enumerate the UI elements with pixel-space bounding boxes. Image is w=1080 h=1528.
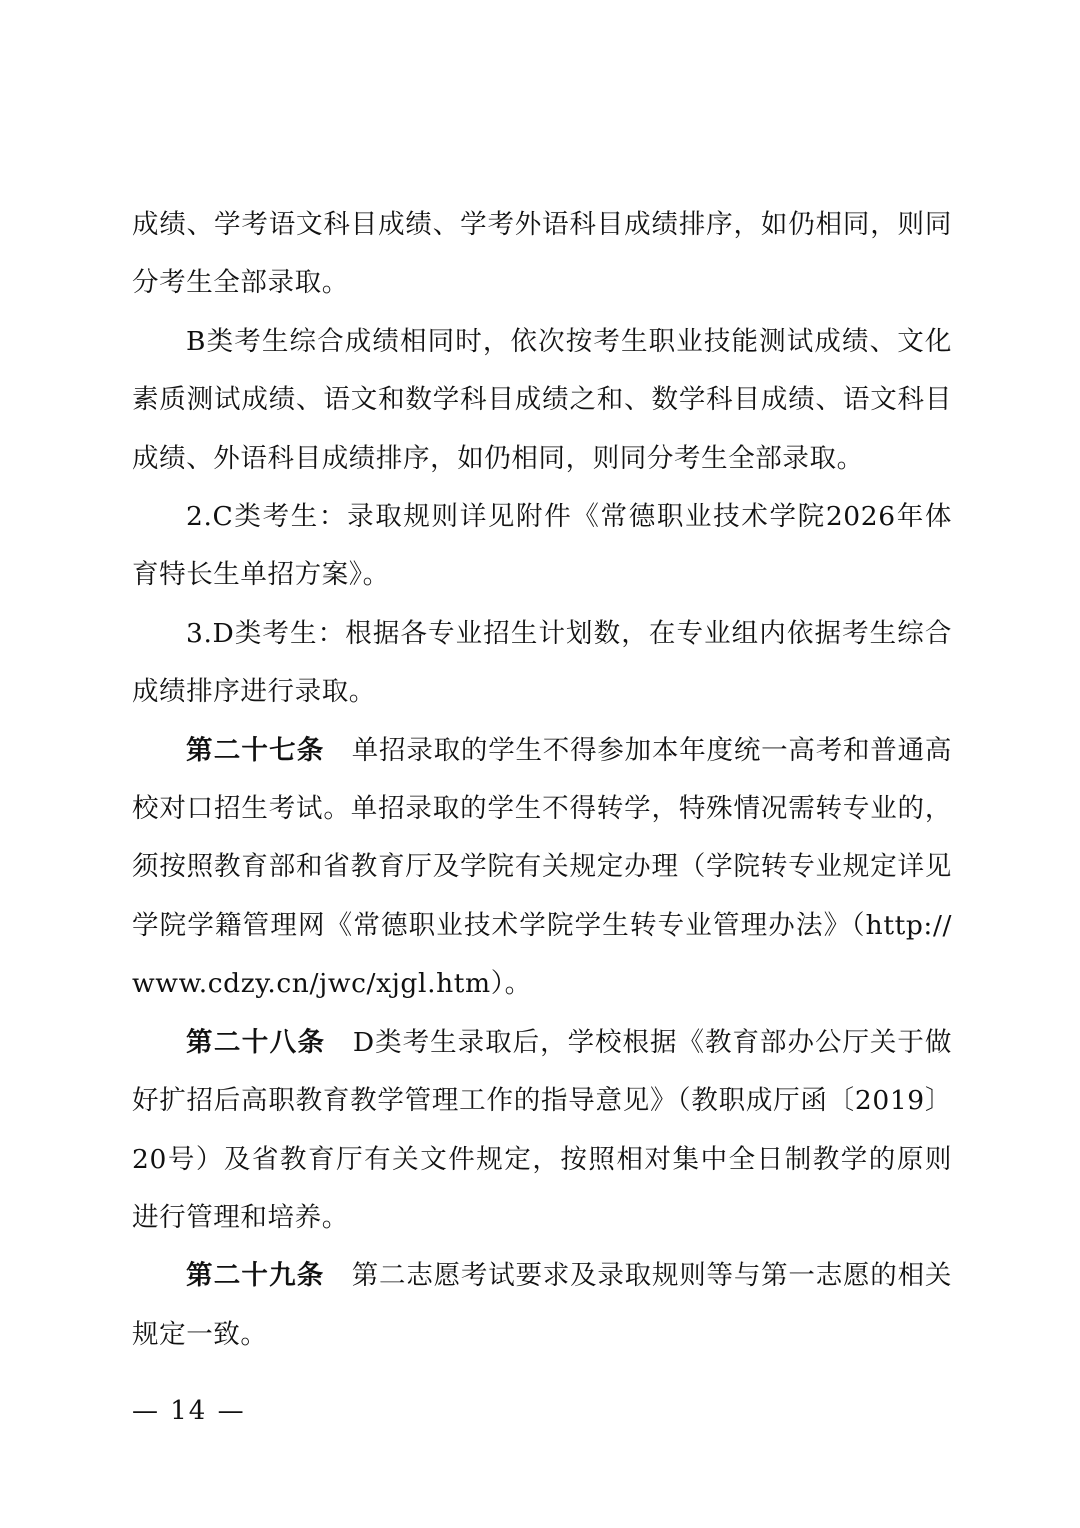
paragraph-text: 单招录取的学生不得参加本年度统一高考和普通高校对口招生考试。单招录取的学生不得转学，特殊情况需转专业的，须按照教育部和省教育厅及学院有关规定办理（学院转专业规定详见学院学籍管理网《常德职业技术学院学生转专业管理办法》（http://www.cdzy.cn/jwc/xjgl.htm）。 bbox=[132, 734, 952, 1000]
paragraph-text: 第二志愿考试要求及录取规则等与第一志愿的相关规定一致。 bbox=[132, 1260, 952, 1350]
paragraph-text: B类考生综合成绩相同时，依次按考生职业技能测试成绩、文化素质测试成绩、语文和数学科目成绩之和、数学科目成绩、语文科目成绩、外语科目成绩排序，如仍相同，则同分考生全部录取。 bbox=[132, 325, 952, 474]
article-number: 第二十八条 bbox=[186, 1026, 326, 1058]
paragraph-text: D类考生录取后，学校根据《教育部办公厅关于做好扩招后高职教育教学管理工作的指导意见》（教职成厅函〔2019〕20号）及省教育厅有关文件规定，按照相对集中全日制教学的原则进行管理和培养。 bbox=[132, 1026, 953, 1233]
paragraph-class-b-tie-rule bbox=[132, 313, 952, 488]
paragraph-article-29 bbox=[132, 1247, 952, 1364]
paragraph-text: 2.C类考生：录取规则详见附件《常德职业技术学院2026年体育特长生单招方案》。 bbox=[132, 501, 952, 591]
page-number: — 14 — bbox=[132, 1396, 246, 1426]
article-number: 第二十九条 bbox=[186, 1260, 325, 1292]
paragraph-tie-rule-continuation bbox=[132, 196, 952, 313]
paragraph-article-28 bbox=[132, 1014, 952, 1248]
paragraph-class-c-rule bbox=[132, 488, 952, 605]
paragraph-text: 3.D类考生：根据各专业招生计划数，在专业组内依据考生综合成绩排序进行录取。 bbox=[132, 617, 952, 708]
document-body bbox=[132, 196, 952, 1364]
paragraph-class-d-rule bbox=[132, 605, 952, 722]
article-number: 第二十七条 bbox=[186, 734, 325, 766]
paragraph-article-27 bbox=[132, 722, 952, 1014]
paragraph-text: 成绩、学考语文科目成绩、学考外语科目成绩排序，如仍相同，则同分考生全部录取。 bbox=[132, 209, 952, 299]
